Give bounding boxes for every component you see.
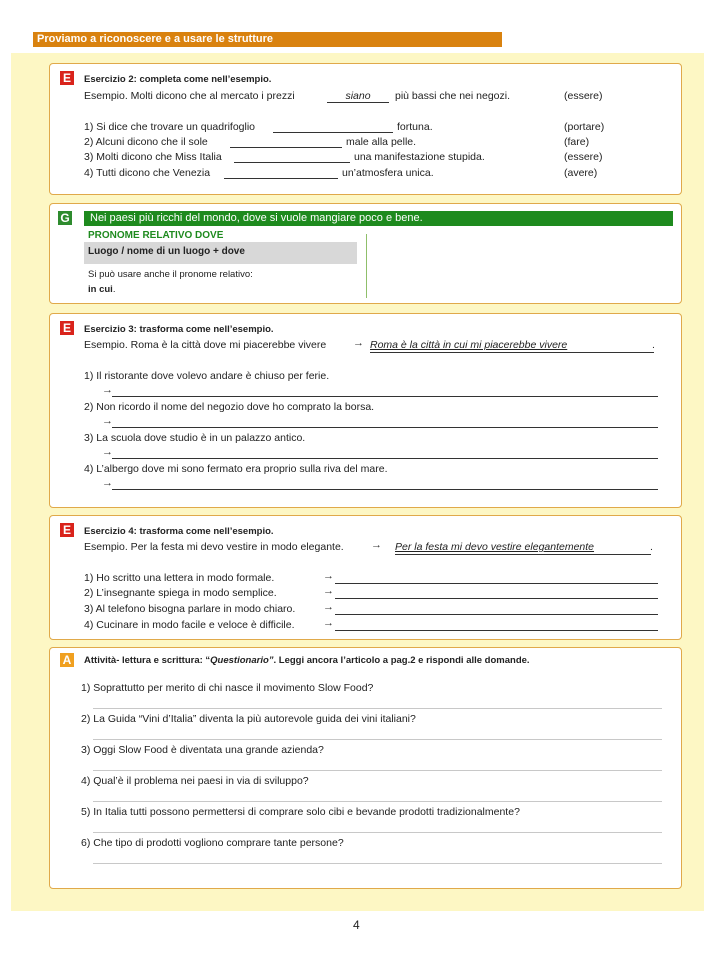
answer-line[interactable] — [335, 614, 658, 615]
answer-blank[interactable] — [230, 147, 342, 148]
exercise-badge: E — [60, 71, 74, 85]
exercise-4-box — [49, 515, 682, 640]
exercise-title: Esercizio 4: trasforma come nell’esempio. — [84, 526, 274, 537]
exercise-badge: E — [60, 321, 74, 335]
arrow-icon: → — [371, 539, 382, 551]
item-verb: (portare) — [564, 121, 605, 133]
item-verb: (essere) — [564, 151, 603, 163]
arrow-icon: → — [102, 477, 113, 489]
exercise-title: Esercizio 3: trasforma come nell’esempio. — [84, 324, 274, 335]
arrow-icon: → — [323, 585, 334, 597]
answer-line[interactable] — [112, 427, 658, 428]
item-text: 1) Ho scritto una lettera in modo formale. — [84, 572, 275, 584]
item-text: 2) L’insegnante spiega in modo semplice. — [84, 587, 277, 599]
example-answer-text: Per la festa mi devo vestire elegantemente — [395, 541, 595, 553]
item-verb: (fare) — [564, 136, 590, 148]
section-header: Proviamo a riconoscere e a usare le strutture — [33, 32, 502, 47]
answer-line[interactable] — [93, 770, 662, 771]
answer-line[interactable] — [93, 863, 662, 864]
item-verb: (avere) — [564, 167, 598, 179]
grammar-badge: G — [58, 211, 72, 225]
answer-line[interactable] — [112, 489, 658, 490]
answer-blank[interactable] — [273, 132, 393, 133]
activity-title-italic: Questionario” — [210, 655, 274, 666]
item-text: 1) Il ristorante dove volevo andare è chiuso per ferie. — [84, 370, 330, 382]
grammar-rule: Luogo / nome di un luogo + dove — [84, 242, 357, 264]
item-text: 1) Si dice che trovare un quadrifoglio — [84, 121, 256, 133]
arrow-icon: → — [353, 337, 364, 349]
item-text: male alla pelle. — [346, 136, 417, 148]
item-text: 4) Tutti dicono che Venezia — [84, 167, 211, 179]
example-prefix: Esempio. Molti dicono che al mercato i prezzi — [84, 90, 295, 102]
example-suffix: più bassi che nei negozi. — [395, 90, 510, 102]
item-text: 4) Cucinare in modo facile e veloce è difficile. — [84, 619, 295, 631]
grammar-divider — [366, 234, 367, 298]
question: 2) La Guida “Vini d’Italia” diventa la più autorevole guida dei vini italiani? — [81, 713, 416, 725]
question: 5) In Italia tutti possono permettersi di comprare solo cibi e bevande prodotti tradizionalmente? — [81, 806, 520, 818]
answer-line[interactable] — [93, 739, 662, 740]
grammar-subtitle: PRONOME RELATIVO DOVE — [88, 230, 224, 241]
item-text: 3) La scuola dove studio è in un palazzo antico. — [84, 432, 306, 444]
grammar-pronoun-end: . — [112, 284, 116, 295]
answer-line[interactable] — [335, 630, 658, 631]
answer-blank[interactable] — [224, 178, 338, 179]
activity-title-prefix: Attività- lettura e scrittura: “ — [84, 655, 211, 666]
item-text: una manifestazione stupida. — [354, 151, 485, 163]
grammar-headline: Nei paesi più ricchi del mondo, dove si vuole mangiare poco e bene. — [84, 211, 673, 226]
answer-blank[interactable] — [234, 162, 350, 163]
arrow-icon: → — [323, 570, 334, 582]
answer-line[interactable] — [112, 396, 658, 397]
question: 1) Soprattutto per merito di chi nasce il movimento Slow Food? — [81, 682, 374, 694]
example-end: . — [652, 339, 655, 351]
exercise-2-box — [49, 63, 682, 195]
activity-title-suffix: . Leggi ancora l’articolo a pag.2 e rispondi alle domande. — [273, 655, 530, 666]
activity-badge: A — [60, 653, 74, 667]
arrow-icon: → — [323, 601, 334, 613]
item-text: un’atmosfera unica. — [342, 167, 434, 179]
arrow-icon: → — [323, 617, 334, 629]
example-answer — [327, 90, 389, 103]
exercise-title: Esercizio 2: completa come nell’esempio. — [84, 74, 272, 85]
arrow-icon: → — [102, 415, 113, 427]
item-text: 4) L’albergo dove mi sono fermato era proprio sulla riva del mare. — [84, 463, 388, 475]
question: 3) Oggi Slow Food è diventata una grande azienda? — [81, 744, 324, 756]
answer-line[interactable] — [93, 832, 662, 833]
example-prefix: Esempio. Per la festa mi devo vestire in modo elegante. — [84, 541, 344, 553]
arrow-icon: → — [102, 446, 113, 458]
grammar-box — [49, 203, 682, 304]
grammar-note: Si può usare anche il pronome relativo: — [88, 269, 253, 280]
item-text: 3) Al telefono bisogna parlare in modo chiaro. — [84, 603, 296, 615]
item-text: fortuna. — [397, 121, 433, 133]
question: 6) Che tipo di prodotti vogliono comprare tante persone? — [81, 837, 344, 849]
example-prefix: Esempio. Roma è la città dove mi piacerebbe vivere — [84, 339, 327, 351]
example-answer-text: siano — [345, 90, 371, 102]
example-end: . — [650, 541, 653, 553]
answer-line[interactable] — [335, 598, 658, 599]
grammar-pronoun-line — [88, 284, 115, 295]
example-answer — [395, 541, 651, 555]
grammar-pronoun: in cui — [88, 284, 113, 295]
example-verb: (essere) — [564, 90, 603, 102]
answer-line[interactable] — [112, 458, 658, 459]
item-text: 3) Molti dicono che Miss Italia — [84, 151, 222, 163]
example-answer-text: Roma è la città in cui mi piacerebbe vivere — [370, 339, 568, 351]
example-answer — [370, 339, 654, 353]
answer-line[interactable] — [335, 583, 658, 584]
exercise-3-box — [49, 313, 682, 508]
page-number: 4 — [353, 918, 360, 932]
activity-box — [49, 647, 682, 889]
arrow-icon: → — [102, 384, 113, 396]
answer-line[interactable] — [93, 708, 662, 709]
item-text: 2) Alcuni dicono che il sole — [84, 136, 208, 148]
activity-title — [84, 655, 530, 666]
item-text: 2) Non ricordo il nome del negozio dove ho comprato la borsa. — [84, 401, 375, 413]
exercise-badge: E — [60, 523, 74, 537]
answer-line[interactable] — [93, 801, 662, 802]
question: 4) Qual’è il problema nei paesi in via di sviluppo? — [81, 775, 309, 787]
